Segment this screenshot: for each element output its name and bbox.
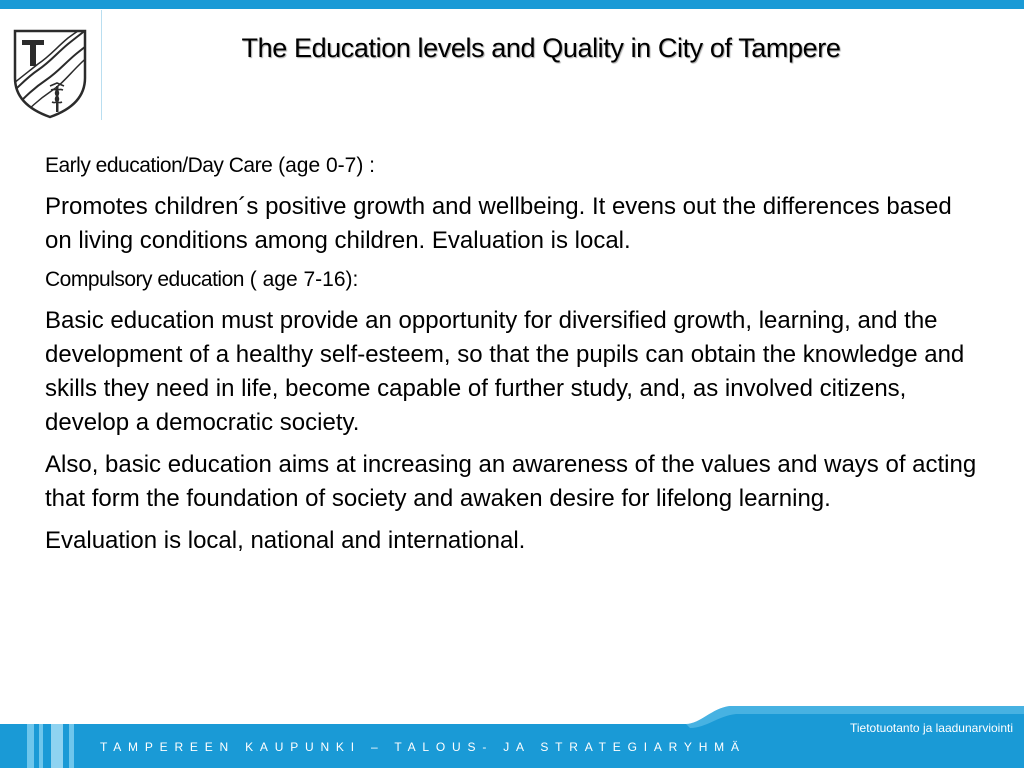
slide-content xyxy=(45,148,985,566)
early-education-age: (age 0-7) : xyxy=(272,154,376,177)
early-education-text: Promotes children´s positive growth and wellbeing. It evens out the differences based on living conditions among children. Evaluation is local. xyxy=(45,193,952,254)
early-education-heading: Early education/Day Care xyxy=(45,154,273,177)
compulsory-education-heading: Compulsory education xyxy=(45,268,244,291)
compulsory-education-text-2: Also, basic education aims at increasing an awareness of the values and ways of acting that form the foundation of society and awaken desire for lifelong learning. xyxy=(45,451,977,512)
footer-organization: TAMPEREEN KAUPUNKI – TALOUS- JA STRATEGIARYHMÄ xyxy=(100,740,746,754)
top-accent-bar xyxy=(0,0,1024,9)
compulsory-education-text-3: Evaluation is local, national and international. xyxy=(45,527,526,554)
footer-unit: Tietotuotanto ja laadunarviointi xyxy=(850,721,1013,735)
slide-title: The Education levels and Quality in City of Tampere xyxy=(241,33,841,63)
logo-divider xyxy=(101,10,102,120)
compulsory-education-heading-line xyxy=(45,266,985,294)
early-education-heading-line xyxy=(45,152,985,180)
compulsory-education-text-1: Basic education must provide an opportunity for diversified growth, learning, and the development of a healthy self-esteem, so that the pupils can obtain the knowledge and skills they need in life, become capable of further study, and, as involved citizens, develop a democratic society. xyxy=(45,307,965,436)
compulsory-education-age: ( age 7-16): xyxy=(243,268,359,291)
tampere-coat-of-arms-icon xyxy=(12,28,88,120)
